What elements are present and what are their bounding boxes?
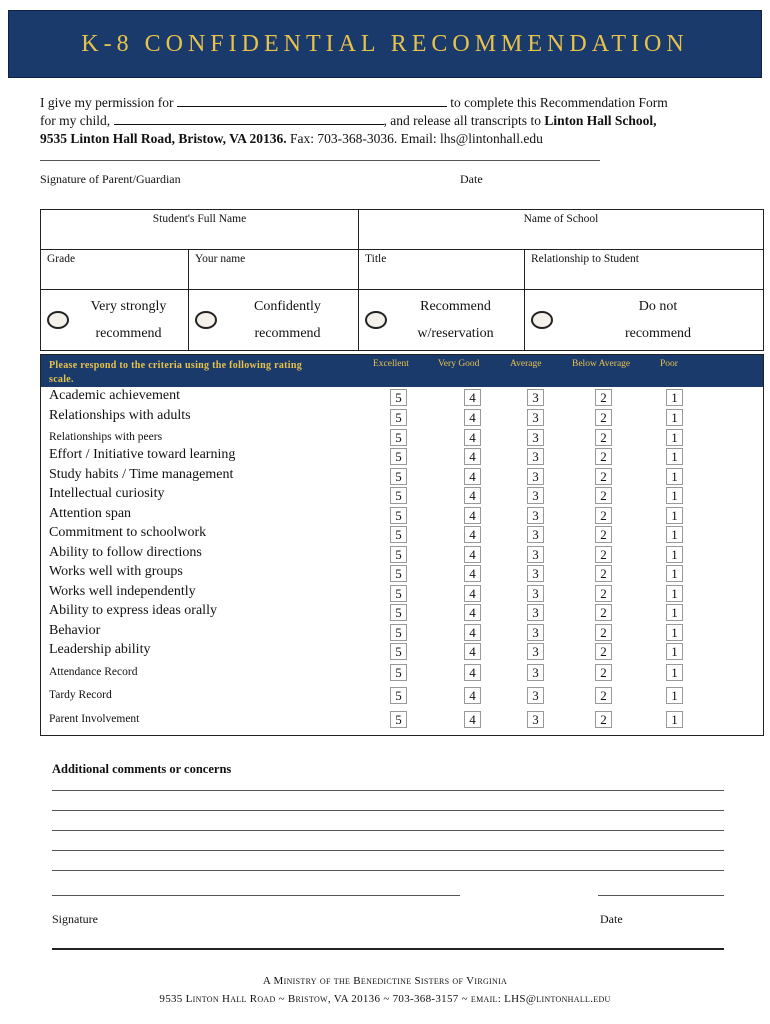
rating-box-2[interactable]: 2 — [595, 468, 612, 485]
rating-box-1[interactable]: 1 — [666, 468, 683, 485]
col-poor: Poor — [660, 359, 678, 369]
rating-box-2[interactable]: 2 — [595, 429, 612, 446]
rating-box-3[interactable]: 3 — [527, 429, 544, 446]
rating-box-3[interactable]: 3 — [527, 643, 544, 660]
signature-line[interactable] — [52, 895, 460, 896]
date-label: Date — [600, 912, 623, 926]
criteria-label: Academic achievement — [49, 388, 180, 403]
rating-box-4[interactable]: 4 — [464, 687, 481, 704]
rating-box-4[interactable]: 4 — [464, 507, 481, 524]
option-confidently[interactable] — [189, 290, 359, 350]
rating-box-1[interactable]: 1 — [666, 585, 683, 602]
title-banner — [8, 10, 762, 78]
option-label: Recommend — [420, 299, 491, 314]
your-name-label: Your name — [195, 253, 246, 265]
rating-box-2[interactable]: 2 — [595, 585, 612, 602]
rating-box-1[interactable]: 1 — [666, 565, 683, 582]
criteria-label: Ability to follow directions — [49, 545, 202, 560]
rating-box-2[interactable]: 2 — [595, 664, 612, 681]
col-very-good: Very Good — [438, 359, 480, 369]
relationship-label: Relationship to Student — [531, 253, 639, 265]
option-do-not[interactable] — [525, 290, 763, 350]
rating-box-5[interactable]: 5 — [390, 585, 407, 602]
criteria-label: Study habits / Time management — [49, 467, 234, 482]
criteria-row — [41, 466, 763, 486]
rating-box-5[interactable]: 5 — [390, 468, 407, 485]
rating-box-5[interactable]: 5 — [390, 526, 407, 543]
rating-box-3[interactable]: 3 — [527, 448, 544, 465]
rating-box-1[interactable]: 1 — [666, 389, 683, 406]
rating-box-5[interactable]: 5 — [390, 643, 407, 660]
rating-box-1[interactable]: 1 — [666, 409, 683, 426]
rating-box-3[interactable]: 3 — [527, 624, 544, 641]
rating-box-4[interactable]: 4 — [464, 624, 481, 641]
criteria-row — [41, 602, 763, 622]
criteria-row — [41, 641, 763, 661]
criteria-row — [41, 505, 763, 525]
rating-box-3[interactable]: 3 — [527, 526, 544, 543]
criteria-label: Commitment to schoolwork — [49, 525, 207, 540]
rating-box-4[interactable]: 4 — [464, 565, 481, 582]
criteria-row — [41, 544, 763, 564]
rating-box-3[interactable]: 3 — [527, 409, 544, 426]
rating-box-5[interactable]: 5 — [390, 604, 407, 621]
rating-box-1[interactable]: 1 — [666, 487, 683, 504]
comment-line[interactable] — [52, 790, 724, 791]
rating-box-3[interactable]: 3 — [527, 585, 544, 602]
option-label: recommend — [254, 326, 321, 341]
rating-box-5[interactable]: 5 — [390, 429, 407, 446]
child-name-field[interactable] — [114, 112, 384, 125]
col-below-average: Below Average — [572, 359, 631, 369]
permission-text-2: to complete this Recommendation Form — [450, 95, 668, 110]
criteria-label: Behavior — [49, 623, 101, 638]
rating-box-5[interactable]: 5 — [390, 389, 407, 406]
rating-box-2[interactable]: 2 — [595, 448, 612, 465]
option-reservation[interactable] — [359, 290, 525, 350]
rating-box-2[interactable]: 2 — [595, 711, 612, 728]
rating-box-3[interactable]: 3 — [527, 687, 544, 704]
rating-instructions: Please respond to the criteria using the following rating scale. — [49, 360, 303, 385]
rating-box-3[interactable]: 3 — [527, 487, 544, 504]
school-name-text: Linton Hall School, — [544, 113, 657, 128]
col-average: Average — [510, 359, 542, 369]
rating-box-1[interactable]: 1 — [666, 664, 683, 681]
student-name-cell[interactable] — [41, 210, 359, 249]
criteria-row — [41, 524, 763, 544]
rating-box-2[interactable]: 2 — [595, 546, 612, 563]
criteria-row — [41, 622, 763, 642]
grade-label: Grade — [47, 253, 76, 265]
criteria-row — [41, 662, 763, 682]
recommender-name-field[interactable] — [177, 94, 447, 107]
radio-circle-icon[interactable] — [47, 311, 69, 329]
title-label: Title — [365, 253, 387, 265]
rating-box-5[interactable]: 5 — [390, 565, 407, 582]
option-label: Confidently — [254, 299, 321, 314]
radio-circle-icon[interactable] — [365, 311, 387, 329]
parent-signature-line[interactable] — [40, 160, 600, 161]
school-address-text: 9535 Linton Hall Road, Bristow, VA 20136. — [40, 131, 287, 146]
criteria-row — [41, 583, 763, 603]
option-label: Do not — [638, 299, 678, 314]
comment-line[interactable] — [52, 830, 724, 831]
rating-box-1[interactable]: 1 — [666, 711, 683, 728]
rating-box-4[interactable]: 4 — [464, 389, 481, 406]
criteria-row — [41, 407, 763, 427]
contact-text: Fax: 703-368-3036. Email: lhs@lintonhall.edu — [290, 131, 543, 146]
criteria-label: Parent Involvement — [49, 713, 140, 725]
rating-box-2[interactable]: 2 — [595, 687, 612, 704]
radio-circle-icon[interactable] — [531, 311, 553, 329]
your-name-cell[interactable] — [189, 250, 359, 289]
rating-box-4[interactable]: 4 — [464, 468, 481, 485]
signature-label: Signature — [52, 912, 98, 926]
comment-line[interactable] — [52, 870, 724, 871]
grade-cell[interactable] — [41, 250, 189, 289]
criteria-label: Tardy Record — [49, 689, 112, 701]
footer-ministry: A Ministry of the Benedictine Sisters of Virginia — [262, 975, 508, 987]
footer-divider — [52, 948, 724, 950]
criteria-row — [41, 446, 763, 466]
rating-box-5[interactable]: 5 — [390, 664, 407, 681]
option-very-strongly[interactable] — [41, 290, 189, 350]
criteria-row — [41, 685, 763, 705]
comments-title: Additional comments or concerns — [52, 762, 232, 776]
rating-table — [40, 354, 764, 736]
rating-box-4[interactable]: 4 — [464, 429, 481, 446]
option-label: recommend — [624, 326, 692, 341]
student-name-label: Student's Full Name — [152, 213, 247, 225]
parent-date-label: Date — [460, 172, 483, 186]
rating-box-4[interactable]: 4 — [464, 546, 481, 563]
rating-box-5[interactable]: 5 — [390, 546, 407, 563]
comment-line[interactable] — [52, 810, 724, 811]
rating-box-3[interactable]: 3 — [527, 604, 544, 621]
criteria-label: Effort / Initiative toward learning — [49, 447, 236, 462]
criteria-row — [41, 427, 763, 447]
rating-box-4[interactable]: 4 — [464, 487, 481, 504]
rating-box-1[interactable]: 1 — [666, 507, 683, 524]
rating-box-3[interactable]: 3 — [527, 664, 544, 681]
criteria-row — [41, 387, 763, 407]
rating-box-5[interactable]: 5 — [390, 448, 407, 465]
permission-text-1: I give my permission for — [40, 95, 174, 110]
rating-box-3[interactable]: 3 — [527, 546, 544, 563]
col-excellent: Excellent — [373, 359, 409, 369]
rating-box-3[interactable]: 3 — [527, 507, 544, 524]
rating-box-5[interactable]: 5 — [390, 507, 407, 524]
rating-box-2[interactable]: 2 — [595, 507, 612, 524]
rating-box-4[interactable]: 4 — [464, 604, 481, 621]
rating-box-1[interactable]: 1 — [666, 429, 683, 446]
radio-circle-icon[interactable] — [195, 311, 217, 329]
rating-box-4[interactable]: 4 — [464, 409, 481, 426]
footer-address: 9535 Linton Hall Road ~ Bristow, VA 20136 ~ 703-368-3157 ~ email: LHS@lintonhall.edu — [159, 993, 611, 1005]
rating-box-2[interactable]: 2 — [595, 604, 612, 621]
permission-statement — [40, 94, 740, 148]
rating-box-5[interactable]: 5 — [390, 711, 407, 728]
rating-box-1[interactable]: 1 — [666, 604, 683, 621]
school-name-label: Name of School — [523, 213, 599, 225]
rating-box-5[interactable]: 5 — [390, 624, 407, 641]
criteria-label: Works well independently — [49, 584, 196, 599]
criteria-row — [41, 563, 763, 583]
rating-box-4[interactable]: 4 — [464, 643, 481, 660]
comment-line[interactable] — [52, 850, 724, 851]
criteria-label: Attention span — [49, 506, 132, 521]
option-label: w/reservation — [417, 326, 494, 341]
rating-box-1[interactable]: 1 — [666, 526, 683, 543]
rating-box-4[interactable]: 4 — [464, 711, 481, 728]
rating-box-2[interactable]: 2 — [595, 389, 612, 406]
rating-box-5[interactable]: 5 — [390, 487, 407, 504]
criteria-label: Works well with groups — [49, 564, 183, 579]
rating-box-4[interactable]: 4 — [464, 664, 481, 681]
rating-box-1[interactable]: 1 — [666, 687, 683, 704]
rating-box-3[interactable]: 3 — [527, 468, 544, 485]
rating-box-1[interactable]: 1 — [666, 546, 683, 563]
criteria-label: Leadership ability — [49, 642, 151, 657]
option-label: recommend — [95, 326, 162, 341]
date-line[interactable] — [598, 895, 724, 896]
rating-box-1[interactable]: 1 — [666, 643, 683, 660]
criteria-label: Attendance Record — [49, 666, 138, 678]
recommender-info-table — [40, 209, 764, 351]
rating-box-3[interactable]: 3 — [527, 565, 544, 582]
criteria-row — [41, 485, 763, 505]
rating-box-5[interactable]: 5 — [390, 409, 407, 426]
rating-box-4[interactable]: 4 — [464, 526, 481, 543]
criteria-label: Relationships with peers — [49, 431, 163, 443]
permission-text-3: for my child, — [40, 113, 111, 128]
rating-box-5[interactable]: 5 — [390, 687, 407, 704]
rating-box-2[interactable]: 2 — [595, 624, 612, 641]
criteria-label: Intellectual curiosity — [49, 486, 165, 501]
rating-box-3[interactable]: 3 — [527, 711, 544, 728]
rating-box-2[interactable]: 2 — [595, 409, 612, 426]
criteria-label: Relationships with adults — [49, 408, 191, 423]
permission-text-4: , and release all transcripts to — [383, 113, 541, 128]
rating-box-3[interactable]: 3 — [527, 389, 544, 406]
rating-box-2[interactable]: 2 — [595, 487, 612, 504]
rating-box-2[interactable]: 2 — [595, 643, 612, 660]
parent-signature-label: Signature of Parent/Guardian — [40, 172, 181, 186]
option-label: Very strongly — [90, 299, 167, 314]
relationship-cell[interactable] — [525, 250, 763, 289]
rating-box-1[interactable]: 1 — [666, 624, 683, 641]
rating-box-1[interactable]: 1 — [666, 448, 683, 465]
rating-box-4[interactable]: 4 — [464, 585, 481, 602]
criteria-row — [41, 709, 763, 729]
rating-box-2[interactable]: 2 — [595, 526, 612, 543]
title-cell[interactable] — [359, 250, 525, 289]
school-name-cell[interactable] — [359, 210, 763, 249]
page-title: K-8 CONFIDENTIAL RECOMMENDATION — [81, 30, 689, 57]
rating-header — [41, 355, 763, 387]
rating-box-2[interactable]: 2 — [595, 565, 612, 582]
criteria-label: Ability to express ideas orally — [49, 603, 217, 618]
rating-box-4[interactable]: 4 — [464, 448, 481, 465]
